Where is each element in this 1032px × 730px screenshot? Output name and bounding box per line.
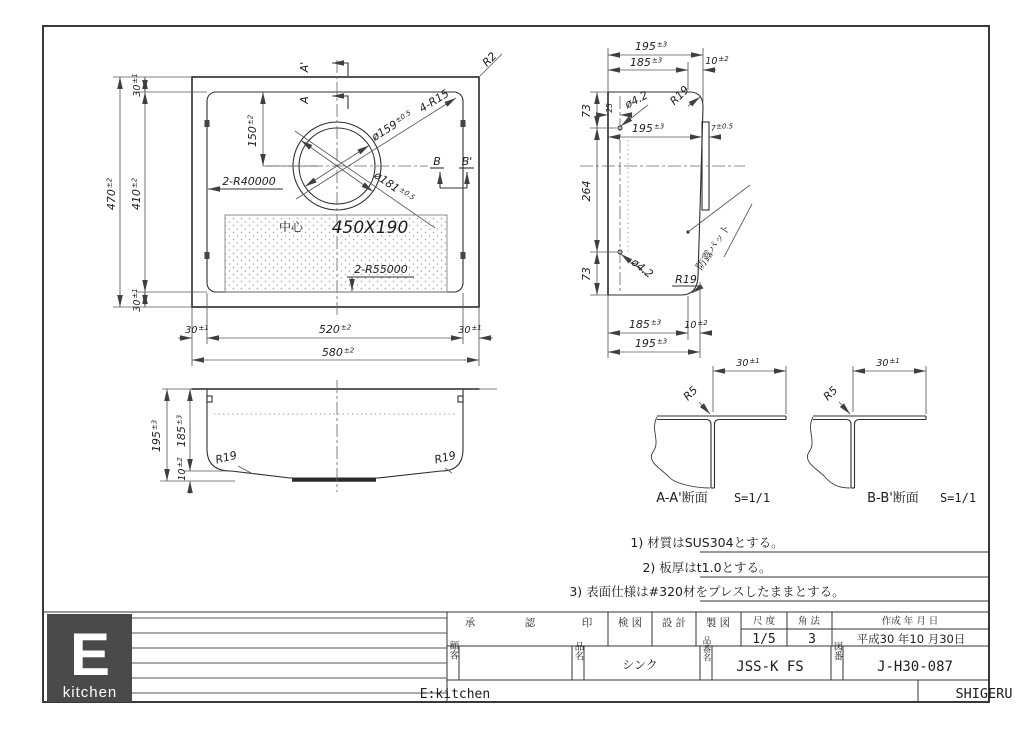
part-label: 品番名: [701, 636, 711, 662]
r15-label: 4-R15: [416, 86, 452, 116]
note-3: 3) 表面仕様は#320材をプレスしたままとする。: [569, 584, 845, 599]
section-b-dim-30-label: $30^{\pm 1}$: [876, 357, 900, 369]
dia159-label: $ø159^{\pm 0.5}$: [369, 108, 413, 144]
side-r19-bottom-label: R19: [675, 273, 697, 286]
dim-580-label: $580^{\pm 2}$: [321, 346, 355, 359]
scale-label: 尺 度: [752, 616, 776, 627]
section-a-title: A-A'断面: [656, 491, 708, 506]
dim-30-left-label: $30^{\pm 1}$: [185, 324, 209, 336]
dim-410-label: $410^{\pm 2}$: [130, 177, 143, 211]
front-r19-right-label: R19: [433, 448, 458, 467]
dwg-label: 図番: [831, 641, 843, 661]
method-value: 3: [808, 632, 816, 647]
clip-right-top: [461, 120, 466, 127]
date-label: 作成 年 月 日: [881, 616, 939, 627]
dim-30-bottom-label: $30^{\pm 1}$: [131, 288, 143, 312]
clip-left-bottom: [205, 252, 210, 259]
section-b-label: B: [433, 155, 441, 168]
customer-label: 顧客: [447, 640, 459, 660]
side-dim-73-top-label: 73: [580, 104, 593, 118]
dim-520-label: $520^{\pm 2}$: [318, 323, 352, 336]
dim-150-label: $150^{\pm 2}$: [246, 114, 259, 148]
date-value: 平成30 年10 月30日: [856, 632, 966, 646]
logo-text: kitchen: [62, 684, 118, 701]
method-label: 角 法: [797, 616, 821, 627]
side-dim-195-mid-label: $195^{\pm 3}$: [631, 122, 665, 135]
logo-initial: E: [69, 621, 111, 688]
approve-label-2: 認: [524, 617, 536, 629]
product-label: 品名: [572, 641, 584, 661]
design-label: 設 計: [661, 617, 687, 629]
side-r19-top-label: R19: [667, 83, 692, 108]
side-dim-73-bottom-label: 73: [580, 267, 593, 281]
clip-right-bottom: [461, 252, 466, 259]
section-b-prime-label: B': [461, 155, 473, 168]
side-dim-264-label: 264: [580, 180, 593, 202]
side-dim-10-bottom-label: $10^{\pm 2}$: [684, 319, 708, 331]
check-label: 検 図: [617, 617, 643, 629]
section-b-detail: [807, 366, 926, 488]
center-label: 中心: [278, 220, 304, 234]
dia181-label: $ø181^{\pm 0.5}$: [371, 168, 417, 202]
side-dim-25-label: 25: [605, 103, 614, 113]
section-a-prime-marker: [332, 63, 348, 76]
dim-470-label: $470^{\pm 2}$: [105, 177, 118, 211]
side-dia42-top-label: ø4.2: [622, 88, 651, 112]
emboss-size-label: 450X190: [331, 218, 409, 238]
front-r19-left-label: R19: [214, 448, 239, 467]
note-2: 2) 板厚はt1.0とする。: [642, 560, 772, 575]
seal-label: 印: [581, 617, 593, 629]
side-dim-185-top-label: $185^{\pm 3}$: [629, 56, 663, 69]
dwg-value: J-H30-087: [877, 659, 953, 675]
section-b-scale: S=1/1: [939, 491, 977, 505]
pad-label: 防露パット: [693, 222, 734, 273]
section-b-title: B-B'断面: [867, 491, 919, 506]
front-clip-right: [458, 396, 463, 402]
front-view: [160, 380, 497, 494]
side-dim-7-label: 7±0.5: [710, 122, 734, 133]
front-dim-10-label: $10^{\pm 2}$: [176, 457, 188, 481]
front-bowl-outline: [207, 389, 463, 478]
dim-30-top-label: $30^{\pm 1}$: [131, 73, 143, 97]
r55000-label: 2-R55000: [354, 263, 408, 276]
title-block: [43, 612, 989, 702]
section-a-scale: S=1/1: [733, 491, 771, 505]
dim-30-right-label: $30^{\pm 1}$: [458, 324, 482, 336]
side-dia42-bottom-label: ø4.2: [628, 255, 656, 281]
front-dim-195-label: $195^{\pm 3}$: [150, 419, 163, 453]
section-a-label: A: [298, 96, 311, 104]
side-view: [580, 48, 752, 358]
maker-name: SHIGERU: [955, 686, 1013, 702]
front-clip-left: [207, 396, 212, 402]
side-dim-185-bottom-label: $185^{\pm 3}$: [628, 318, 662, 331]
r40000-label: 2-R40000: [222, 175, 276, 188]
draft-label: 製 図: [705, 617, 731, 629]
company-name: E:kitchen: [419, 687, 491, 702]
r2-label: R2: [479, 49, 500, 70]
section-a-marker: [332, 96, 348, 109]
section-a-prime-label: A': [298, 61, 311, 73]
note-1: 1) 材質はSUS304とする。: [630, 535, 784, 550]
section-b-r5-label: R5: [820, 383, 841, 404]
scale-value: 1/5: [752, 632, 776, 647]
revision-table: [132, 618, 447, 693]
part-value: JSS-K FS: [736, 659, 804, 675]
approve-label-1: 承: [464, 617, 476, 629]
section-a-dim-30-label: $30^{\pm 1}$: [736, 357, 760, 369]
front-dim-185-label: $185^{\pm 3}$: [175, 414, 188, 448]
side-dim-10-top-label: $10^{\pm 2}$: [705, 55, 729, 67]
clip-left-top: [205, 120, 210, 127]
side-dim-195-top-label: $195^{\pm 3}$: [634, 40, 668, 53]
section-a-detail: [651, 366, 786, 488]
section-a-r5-label: R5: [680, 383, 701, 404]
side-dim-195-bottom-label: $195^{\pm 3}$: [634, 337, 668, 350]
product-value: シンク: [622, 658, 658, 672]
